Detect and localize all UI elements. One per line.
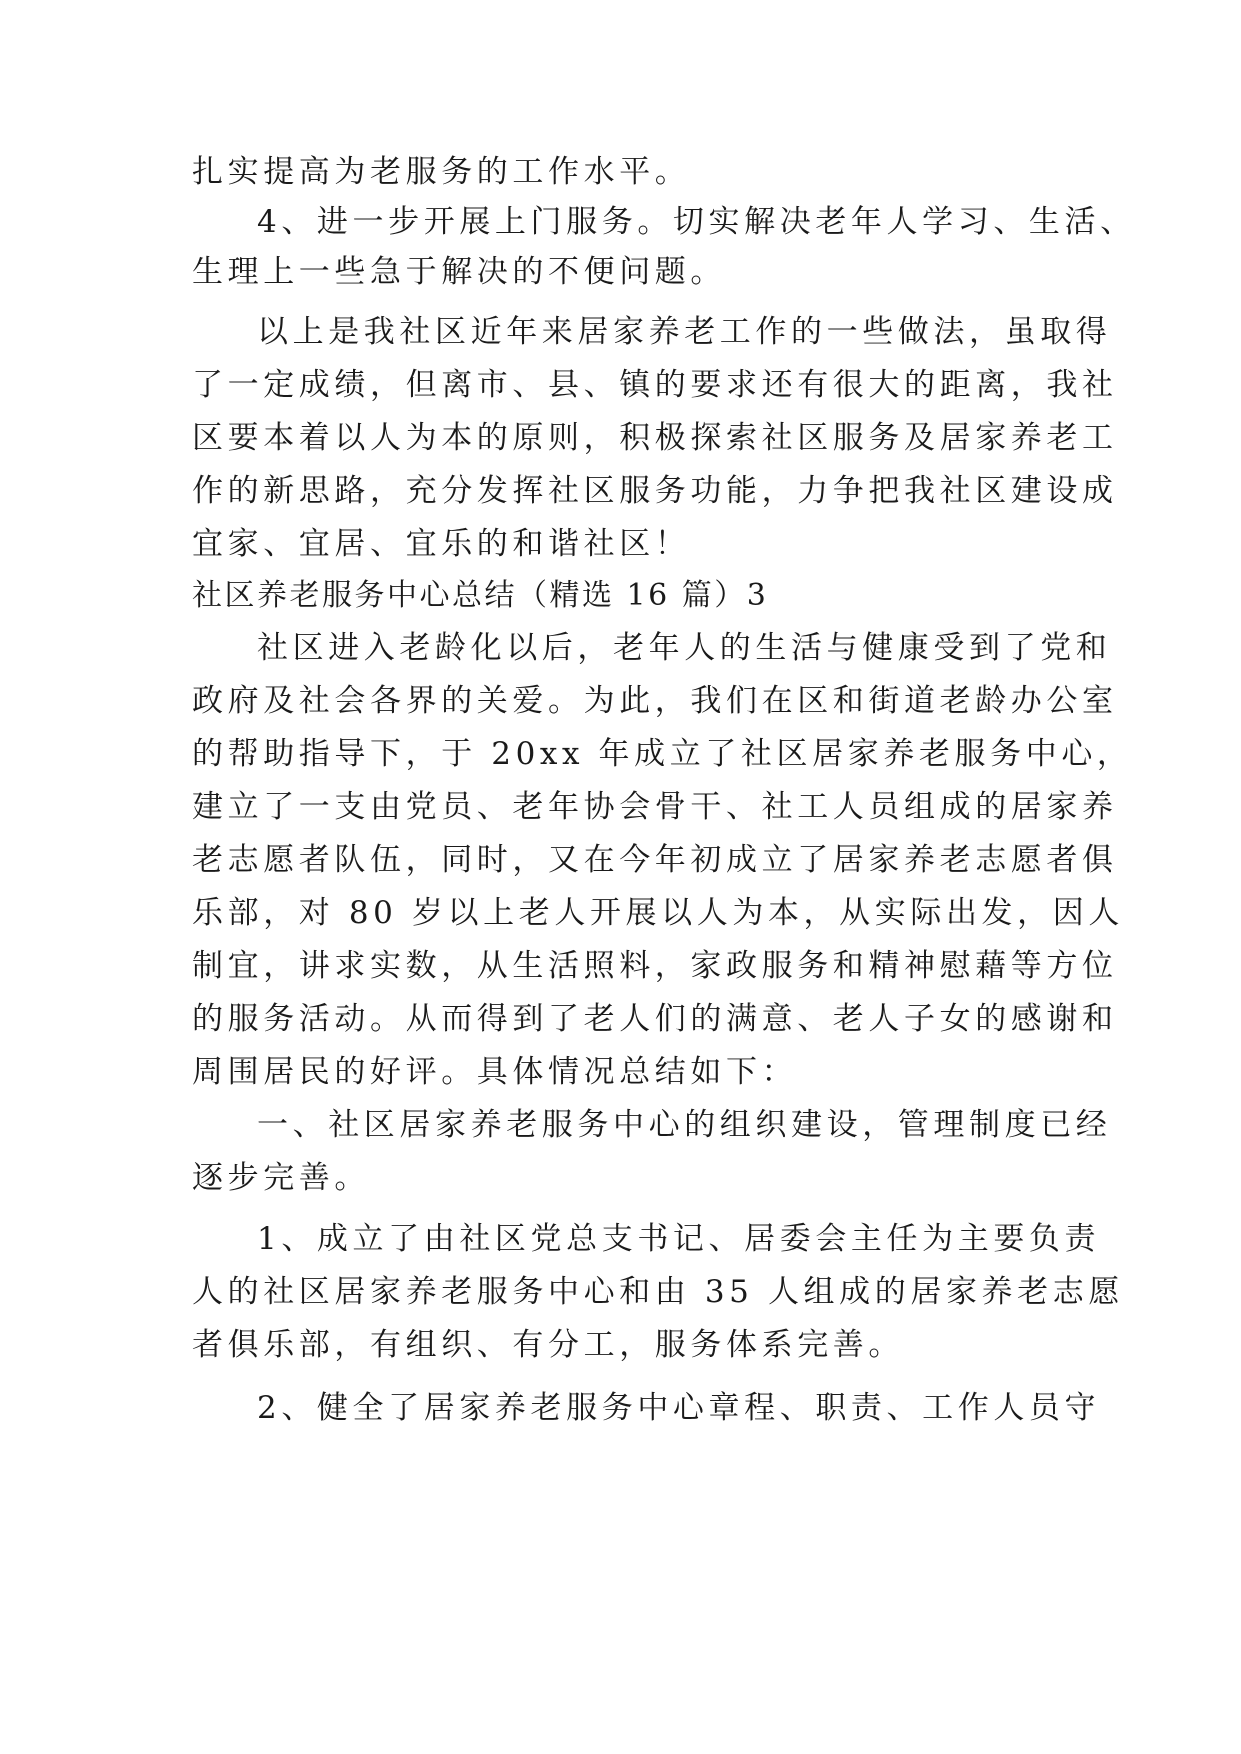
paragraph-line: 了一定成绩，但离市、县、镇的要求还有很大的距离，我社 <box>192 367 1118 403</box>
section-heading: 社区养老服务中心总结（精选 16 篇）3 <box>192 578 769 613</box>
paragraph-line: 生理上一些急于解决的不便问题。 <box>192 254 726 290</box>
paragraph-line: 建立了一支由党员、老年协会骨干、社工人员组成的居家养 <box>192 789 1118 825</box>
paragraph-line: 老志愿者队伍，同时，又在今年初成立了居家养老志愿者俱 <box>192 842 1118 878</box>
paragraph-line: 制宜，讲求实数，从生活照料，家政服务和精神慰藉等方位 <box>192 948 1118 984</box>
paragraph-line: 的帮助指导下，于 20xx 年成立了社区居家养老服务中心， <box>192 736 1133 772</box>
paragraph-line: 2、健全了居家养老服务中心章程、职责、工作人员守 <box>257 1390 1101 1426</box>
paragraph-line: 作的新思路，充分发挥社区服务功能，力争把我社区建设成 <box>192 473 1118 509</box>
paragraph-line: 一、社区居家养老服务中心的组织建设，管理制度已经 <box>257 1107 1112 1143</box>
paragraph-line: 社区进入老龄化以后，老年人的生活与健康受到了党和 <box>257 630 1112 666</box>
paragraph-line: 宜家、宜居、宜乐的和谐社区！ <box>192 526 691 562</box>
paragraph-line: 者俱乐部，有组织、有分工，服务体系完善。 <box>192 1327 904 1363</box>
paragraph-line: 人的社区居家养老服务中心和由 35 人组成的居家养老志愿 <box>192 1274 1124 1310</box>
paragraph-line: 逐步完善。 <box>192 1160 370 1196</box>
paragraph-line: 以上是我社区近年来居家养老工作的一些做法，虽取得 <box>257 314 1112 350</box>
paragraph-line: 扎实提高为老服务的工作水平。 <box>192 154 691 190</box>
paragraph-line: 的服务活动。从而得到了老人们的满意、老人子女的感谢和 <box>192 1001 1118 1037</box>
paragraph-line: 政府及社会各界的关爱。为此，我们在区和街道老龄办公室 <box>192 683 1118 719</box>
paragraph-line: 4、进一步开展上门服务。切实解决老年人学习、生活、 <box>257 204 1136 240</box>
paragraph-line: 1、成立了由社区党总支书记、居委会主任为主要负责 <box>257 1221 1101 1257</box>
paragraph-line: 区要本着以人为本的原则，积极探索社区服务及居家养老工 <box>192 420 1118 456</box>
paragraph-line: 乐部，对 80 岁以上老人开展以人为本，从实际出发，因人 <box>192 895 1124 931</box>
paragraph-line: 周围居民的好评。具体情况总结如下： <box>192 1054 798 1090</box>
